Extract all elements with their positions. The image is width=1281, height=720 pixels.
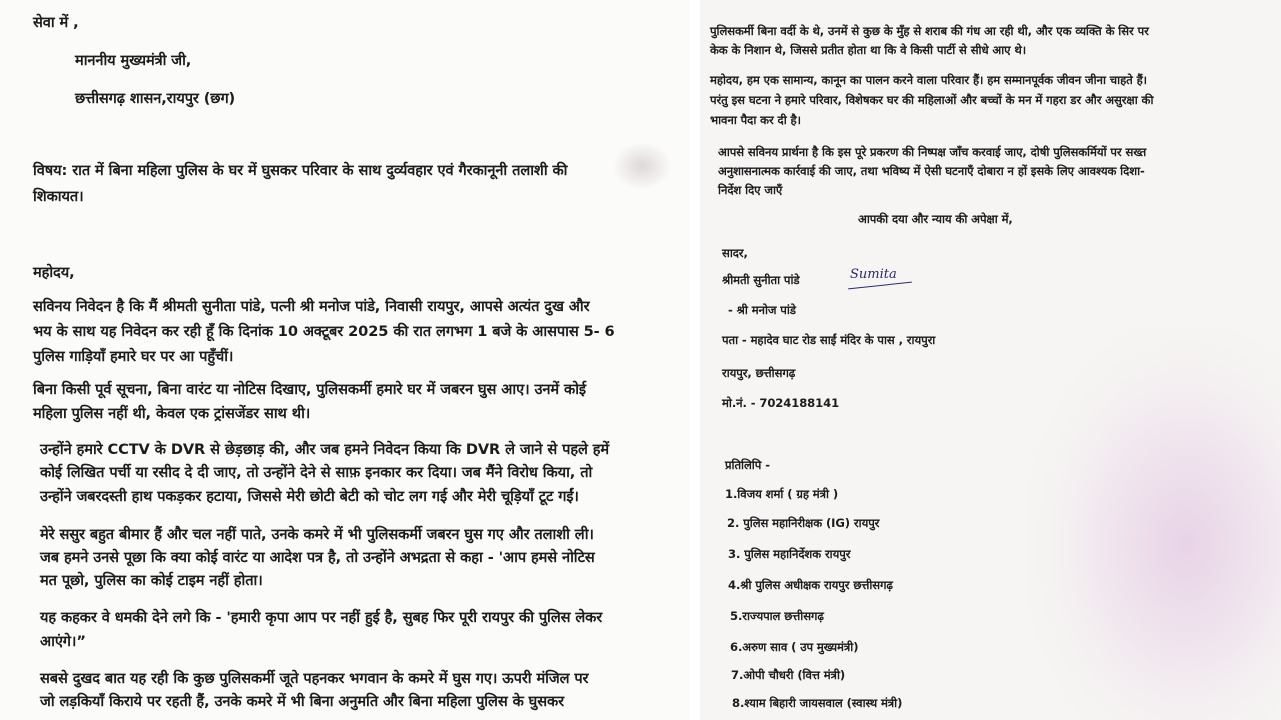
phone-line: मो.नं. - 7024188141: [722, 396, 840, 410]
cc-item: 1.विजय शर्मा ( ग्रह मंत्री ): [725, 487, 839, 501]
signature-stroke: [848, 282, 912, 290]
paper-smudge: [612, 142, 672, 190]
cc-item: 6.अरुण साव ( उप मुख्यमंत्री): [730, 640, 859, 654]
body-line: अनुशासनात्मक कार्रवाई की जाए, तथा भविष्य में ऐसी घटनाएँ दोबारा न हों इसके लिए आवश्यक दिशा-: [718, 164, 1145, 178]
body-line: यह कहकर वे धमकी देने लगे कि - 'हमारी कृपा आप पर नहीं हुई है, सुबह फिर पूरी रायपुर की पुलिस लेकर: [40, 609, 603, 626]
body-line: पुलिस गाड़ियाँ हमारे घर पर आ पहुँचीं।: [33, 348, 234, 365]
body-line: भावना पैदा कर दी है।: [710, 113, 801, 127]
subject-line: विषय: रात में बिना महिला पुलिस के घर में घुसकर परिवार के साथ दुर्व्यवहार एवं गैरकानूनी तलाशी की: [33, 162, 568, 179]
body-line: परंतु इस घटना ने हमारे परिवार, विशेषकर घर की महिलाओं और बच्चों के मन में गहरा डर और असुरक्षा की: [710, 93, 1154, 107]
body-line: सबसे दुखद बात यह रही कि कुछ पुलिसकर्मी जूते पहनकर भगवान के कमरे में घुस गए। ऊपरी मंजिल पर: [40, 670, 589, 687]
co-signer-name: - श्री मनोज पांडे: [728, 303, 796, 317]
addressee-line: माननीय मुख्यमंत्री जी,: [75, 52, 192, 69]
body-line: बिना किसी पूर्व सूचना, बिना वारंट या नोटिस दिखाए, पुलिसकर्मी हमारे घर में जबरन घुस आए। उनमें कोई: [33, 381, 586, 398]
city-line: रायपुर, छत्तीसगढ़: [722, 366, 796, 380]
body-line: सविनय निवेदन है कि मैं श्रीमती सुनीता पांडे, पत्नी श्री मनोज पांडे, निवासी रायपुर, आपसे अत्यंत दुख और: [33, 298, 590, 315]
body-line: मत पूछो, पुलिस का कोई टाइम नहीं होता।: [40, 572, 263, 589]
cc-item: 2. पुलिस महानिरीक्षक (IG) रायपुर: [727, 516, 880, 530]
cc-item: 3. पुलिस महानिर्देशक रायपुर: [728, 547, 851, 561]
letter-page-right: [700, 0, 1281, 720]
cc-item: 4.श्री पुलिस अधीक्षक रायपुर छत्तीसगढ़: [728, 578, 893, 592]
body-line: महोदय, हम एक सामान्य, कानून का पालन करने वाला परिवार हैं। हम सम्मानपूर्वक जीवन जीना चाहते हैं।: [710, 73, 1147, 87]
body-line: केक के निशान थे, जिससे प्रतीत होता था कि वे किसी पार्टी से सीधे आए थे।: [710, 43, 1027, 57]
signer-name: श्रीमती सुनीता पांडे: [722, 273, 800, 287]
body-line: आपसे सविनय प्रार्थना है कि इस पूरे प्रकरण की निष्पक्ष जाँच करवाई जाए, दोषी पुलिसकर्मियों पर सख्त: [718, 145, 1147, 159]
body-line: महिला पुलिस नहीं थी, केवल एक ट्रांसजेंडर साथ थी।: [33, 405, 311, 422]
body-line: उन्होंने हमारे CCTV के DVR से छेड़छाड़ की, और जब हमने निवेदन किया कि DVR ले जाने से पहले हमें: [40, 441, 610, 458]
cc-item: 7.ओपी चौधरी (वित्त मंत्री): [731, 668, 846, 682]
paper-stain: [1030, 330, 1281, 720]
greeting: महोदय,: [33, 264, 75, 281]
salutation: सेवा में ,: [33, 14, 79, 31]
body-line: मेरे ससुर बहुत बीमार हैं और चल नहीं पाते, उनके कमरे में भी पुलिसकर्मी जबरन घुस गए और तलाशी ली।: [40, 526, 594, 543]
cc-heading: प्रतिलिपि -: [725, 458, 770, 472]
subject-line: शिकायत।: [33, 188, 84, 205]
body-line: पुलिसकर्मी बिना वर्दी के थे, उनमें से कुछ के मुँह से शराब की गंध आ रही थी, और एक व्यक्ति के सिर पर: [710, 24, 1149, 38]
regards: सादर,: [722, 246, 748, 260]
body-line: जब हमने उनसे पूछा कि क्या कोई वारंट या आदेश पत्र है, तो उन्होंने अभद्रता से कहा - 'आप हमसे नोटिस: [40, 549, 595, 566]
body-line: कोई लिखित पर्ची या रसीद दे दी जाए, तो उन्होंने देने से साफ़ इनकार कर दिया। जब मैंने विरोध किया, तो: [40, 464, 593, 481]
body-line: जो लड़कियाँ किराये पर रहती हैं, उनके कमरे में भी बिना अनुमति और बिना महिला पुलिस के घुसकर: [40, 693, 564, 710]
closing-line: आपकी दया और न्याय की अपेक्षा में,: [858, 212, 1013, 226]
cc-item: 8.श्याम बिहारी जायसवाल (स्वास्थ मंत्री): [732, 696, 903, 710]
body-line: भय के साथ यह निवेदन कर रही हूँ कि दिनांक 10 अक्टूबर 2025 की रात लगभग 1 बजे के आसपास 5- 6: [33, 323, 615, 340]
body-line: आएंगे।”: [40, 633, 86, 650]
body-line: उन्होंने जबरदस्ती हाथ पकड़कर हटाया, जिससे मेरी छोटी बेटी को चोट लग गई और मेरी चूड़ियाँ टूट गईं।: [40, 488, 579, 505]
page-gutter: [690, 0, 700, 720]
cc-item: 5.राज्यपाल छत्तीसगढ़: [730, 609, 824, 623]
addressee-line: छत्तीसगढ़ शासन,रायपुर (छग): [75, 90, 236, 107]
body-line: निर्देश दिए जाएँ: [718, 183, 783, 197]
address-line: पता - महादेव घाट रोड साईं मंदिर के पास , रायपुरा: [722, 333, 936, 347]
handwritten-signature: Sumita: [850, 267, 897, 282]
